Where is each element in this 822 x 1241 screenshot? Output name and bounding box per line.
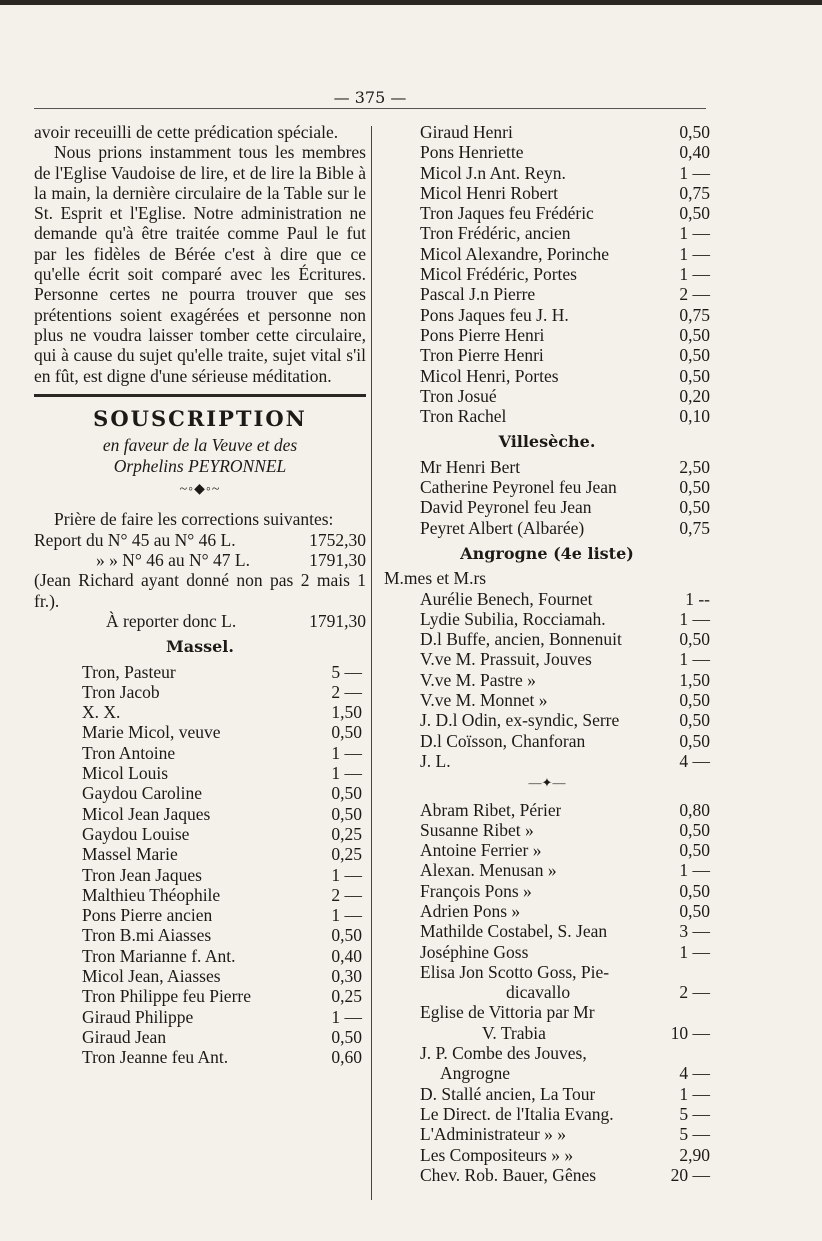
list-item <box>382 942 712 962</box>
donor-name: Pons Pierre Henri <box>420 324 545 345</box>
donor-amount: 1 — <box>679 243 710 264</box>
donor-name: Tron Frédéric, ancien <box>420 223 571 244</box>
list-item <box>34 763 366 783</box>
ornament-divider-small: —✦— <box>528 775 566 791</box>
report-line <box>34 550 366 570</box>
list-item <box>382 477 712 497</box>
donor-amount: 4 — <box>679 1063 710 1084</box>
donor-amount: 0,50 <box>679 629 710 650</box>
header-rule <box>34 108 706 109</box>
donor-name: Micol Jean, Aiasses <box>82 965 221 986</box>
additional-donors-list <box>382 800 712 1186</box>
angrogne-list <box>382 589 712 772</box>
donor-name: Tron Jacob <box>82 681 160 702</box>
donor-amount: 1 — <box>679 264 710 285</box>
donor-name: Tron B.mi Aiasses <box>82 925 212 946</box>
list-item <box>382 589 712 609</box>
list-item <box>34 743 366 763</box>
massel-list-continued <box>382 122 712 426</box>
list-item <box>382 609 712 629</box>
list-item <box>382 142 712 162</box>
donor-name-continued: V. Trabia <box>482 1022 546 1043</box>
donor-amount: 2,50 <box>679 456 710 477</box>
donor-amount: 0,50 <box>679 365 710 386</box>
correction-note <box>34 570 366 611</box>
list-item <box>34 682 366 702</box>
donor-amount: 5 — <box>679 1103 710 1124</box>
page-top-edge <box>0 0 822 5</box>
report-amount: 1752,30 <box>309 529 366 550</box>
donor-name: Micol Frédéric, Portes <box>420 264 577 285</box>
donor-amount: 1 — <box>331 905 362 926</box>
list-item <box>34 966 366 986</box>
donor-name: Catherine Peyronel feu Jean <box>420 477 617 498</box>
list-item <box>382 1063 712 1083</box>
donor-name: François Pons » <box>420 880 532 901</box>
donor-name: Malthieu Théophile <box>82 884 221 905</box>
donor-amount: 0,50 <box>679 477 710 498</box>
donor-amount: 1 — <box>679 649 710 670</box>
donor-amount: 2 — <box>331 681 362 702</box>
donor-amount: 0,75 <box>679 304 710 325</box>
donor-amount: 0,40 <box>679 142 710 163</box>
donor-amount: 1 — <box>679 860 710 881</box>
list-item <box>382 264 712 284</box>
donor-amount: 1 — <box>679 1083 710 1104</box>
list-item <box>382 518 712 538</box>
donor-name: Tron Philippe feu Pierre <box>82 986 251 1007</box>
donor-name: Tron Josué <box>420 385 497 406</box>
donor-amount: 4 — <box>679 750 710 771</box>
list-item <box>382 649 712 669</box>
donor-amount: 0,60 <box>331 1047 362 1068</box>
donor-name: Tron Rachel <box>420 406 507 427</box>
list-item <box>382 244 712 264</box>
list-item <box>382 325 712 345</box>
donor-amount: 1 — <box>679 608 710 629</box>
donor-name: Chev. Rob. Bauer, Gênes <box>420 1164 597 1185</box>
list-item <box>382 457 712 477</box>
list-item <box>34 1007 366 1027</box>
corrections-intro <box>34 509 366 529</box>
donor-amount: 20 — <box>670 1164 710 1185</box>
ornament-divider: ~◦◆◦~ <box>179 482 221 498</box>
donor-name: Joséphine Goss <box>420 941 529 962</box>
donor-amount: 0,50 <box>679 497 710 518</box>
donor-amount: 0,50 <box>331 925 362 946</box>
list-item <box>34 722 366 742</box>
donor-amount: 3 — <box>679 921 710 942</box>
subscription-heading: SOUSCRIPTION <box>93 405 307 431</box>
donor-amount: 1 — <box>331 1006 362 1027</box>
list-item <box>382 860 712 880</box>
donor-name: J. P. Combe des Jouves, <box>420 1043 587 1064</box>
list-item <box>382 203 712 223</box>
donor-name: Pascal J.n Pierre <box>420 284 536 305</box>
donor-name: Elisa Jon Scotto Goss, Pie- <box>420 961 610 982</box>
donor-name: Pons Pierre ancien <box>82 905 213 926</box>
donor-name: Micol Louis <box>82 763 169 784</box>
donor-name: Eglise de Vittoria par Mr <box>420 1002 595 1023</box>
correction-note-text: (Jean Richard ayant donné non pas 2 mais 1 fr.). <box>34 570 366 611</box>
donor-amount: 1 — <box>331 864 362 885</box>
donor-name: D.l Buffe, ancien, Bonnenuit <box>420 629 622 650</box>
donor-amount: 0,25 <box>331 986 362 1007</box>
donor-name: Tron, Pasteur <box>82 661 176 682</box>
donor-name: Abram Ribet, Périer <box>420 799 562 820</box>
donor-amount: 2 — <box>331 884 362 905</box>
list-item <box>382 386 712 406</box>
donor-name: Les Compositeurs » » <box>420 1144 574 1165</box>
donor-amount: 0,50 <box>679 900 710 921</box>
donor-amount: 0,10 <box>679 406 710 427</box>
list-item <box>34 925 366 945</box>
donor-amount: 1 — <box>331 763 362 784</box>
subheading-line-2: Orphelins PEYRONNEL <box>113 456 287 477</box>
donor-name: Alexan. Menusan » <box>420 860 557 881</box>
list-item <box>382 751 712 771</box>
donor-name: X. X. <box>82 702 121 723</box>
list-item <box>382 921 712 941</box>
donor-amount: 0,50 <box>679 122 710 142</box>
donor-amount: 10 — <box>670 1022 710 1043</box>
intro-paragraph-1: avoir receuilli de cette prédication spéciale. <box>34 122 339 142</box>
list-item <box>382 881 712 901</box>
list-item <box>34 662 366 682</box>
donor-name-continued: Angrogne <box>440 1063 510 1084</box>
donor-name: V.ve M. Pastre » <box>420 669 536 690</box>
list-item <box>382 183 712 203</box>
list-item <box>382 820 712 840</box>
donor-amount: 5 — <box>331 661 362 682</box>
donor-name: Gaydou Louise <box>82 823 190 844</box>
subscription-subheading <box>34 435 366 477</box>
subheading-line-1: en faveur de la Veuve et des <box>102 435 298 456</box>
angrogne-salutation: M.mes et M.rs <box>384 568 487 589</box>
donor-amount: 0,80 <box>679 799 710 820</box>
donor-amount: 2 — <box>679 982 710 1003</box>
corrections-intro-text: Prière de faire les corrections suivantes: <box>54 509 334 530</box>
donor-amount: 2,90 <box>679 1144 710 1165</box>
donor-name-continued: dicavallo <box>506 982 571 1003</box>
list-item <box>382 1023 712 1043</box>
donor-amount: 1 — <box>679 223 710 244</box>
donor-amount-empty <box>668 962 710 982</box>
list-item <box>34 702 366 722</box>
donor-amount: 1,50 <box>679 669 710 690</box>
donor-amount: 0,50 <box>679 819 710 840</box>
donor-amount: 0,25 <box>331 844 362 865</box>
carry-line <box>34 611 366 631</box>
report-amount: 1791,30 <box>309 550 366 571</box>
donor-name: Gaydou Caroline <box>82 783 203 804</box>
donor-amount: 0,50 <box>331 783 362 804</box>
donor-amount: 0,75 <box>679 517 710 538</box>
list-item <box>34 905 366 925</box>
donor-amount: 0,50 <box>331 803 362 824</box>
donor-name: David Peyronel feu Jean <box>420 497 592 518</box>
section-title-massel: Massel. <box>166 637 234 657</box>
donor-amount: 0,50 <box>331 722 362 743</box>
list-item <box>34 824 366 844</box>
donor-name: Tron Marianne f. Ant. <box>82 945 236 966</box>
section-title-angrogne: Angrogne (4e liste) <box>460 543 634 563</box>
donor-amount: 1 — <box>679 941 710 962</box>
donor-name: Peyret Albert (Albarée) <box>420 517 585 538</box>
donor-amount: 0,50 <box>679 324 710 345</box>
list-item <box>382 690 712 710</box>
page-number: — 375 — <box>333 88 407 107</box>
column-divider <box>371 126 372 1200</box>
donor-name: Mr Henri Bert <box>420 456 521 477</box>
donor-name: Micol Jean Jaques <box>82 803 211 824</box>
villeseche-list <box>382 457 712 538</box>
list-item <box>382 1104 712 1124</box>
donor-amount: 0,50 <box>679 203 710 224</box>
intro-paragraph-2: Nous prions instamment tous les membres de l'Eglise Vaudoise de lire, et de lire la Bible à la main, la dernière circulaire de la Table sur le St. Esprit et l'Eglise. Notre administration ne demande qu'à être traitée comme Paul le fut par les fidèles de Bérée c'est à dire que ce qu'elle écrit soit comparé avec les Écritures. Personne certes ne pourra trouver que ses prétentions soient exagérées et personne non plus ne voudra laisser tomber cette circulaire, qui à cause du sujet qu'elle traite, sujet vital s'il en fût, est digne d'une sérieuse méditation. <box>34 142 366 386</box>
list-item <box>382 731 712 751</box>
list-item <box>382 163 712 183</box>
donor-name: Tron Jean Jaques <box>82 864 202 885</box>
donor-name: Marie Micol, veuve <box>82 722 221 743</box>
donor-name: Giraud Jean <box>82 1026 167 1047</box>
report-line <box>34 530 366 550</box>
donor-name: Mathilde Costabel, S. Jean <box>420 921 608 942</box>
list-item <box>382 305 712 325</box>
list-item <box>382 1043 712 1063</box>
list-item <box>34 1047 366 1067</box>
donor-amount: 0,50 <box>679 710 710 731</box>
carry-label: À reporter donc L. <box>106 610 237 631</box>
donor-amount: 1,50 <box>331 702 362 723</box>
donor-amount: 0,50 <box>679 345 710 366</box>
donor-name: Tron Pierre Henri <box>420 345 544 366</box>
donor-name: Giraud Philippe <box>82 1006 194 1027</box>
donor-name: L'Administrateur » » <box>420 1124 567 1145</box>
donor-name: Aurélie Benech, Fournet <box>420 588 593 609</box>
donor-name: D.l Coïsson, Chanforan <box>420 730 586 751</box>
donor-amount: 1 — <box>679 162 710 183</box>
list-item <box>382 406 712 426</box>
donor-amount: 0,30 <box>331 965 362 986</box>
donor-name: Giraud Henri <box>420 122 513 142</box>
list-item <box>382 962 712 982</box>
list-item <box>382 223 712 243</box>
donor-name: Antoine Ferrier » <box>420 840 542 861</box>
list-item <box>34 844 366 864</box>
list-item <box>382 284 712 304</box>
donor-name: Adrien Pons » <box>420 900 521 921</box>
section-separator <box>34 394 366 397</box>
list-item <box>382 1084 712 1104</box>
massel-list <box>34 662 366 1068</box>
list-item <box>382 840 712 860</box>
donor-name: Pons Jaques feu J. H. <box>420 304 569 325</box>
donor-amount: 0,50 <box>679 880 710 901</box>
list-item <box>34 783 366 803</box>
donor-name: Le Direct. de l'Italia Evang. <box>420 1103 614 1124</box>
donor-name: Micol Alexandre, Porinche <box>420 243 610 264</box>
intro-text <box>34 122 366 386</box>
list-item <box>34 865 366 885</box>
donor-name: V.ve M. Prassuit, Jouves <box>420 649 592 670</box>
donor-amount: 0,40 <box>331 945 362 966</box>
donor-amount: 1 -- <box>685 588 710 609</box>
donor-name: J. L. <box>420 750 451 771</box>
list-item <box>382 1002 712 1022</box>
donor-amount-empty <box>668 1002 710 1022</box>
donor-name: Tron Jaques feu Frédéric <box>420 203 594 224</box>
list-item <box>34 804 366 824</box>
left-column <box>34 122 366 1067</box>
list-item <box>382 982 712 1002</box>
donor-name: Micol J.n Ant. Reyn. <box>420 162 566 183</box>
list-item <box>34 885 366 905</box>
donor-amount: 0,50 <box>679 730 710 751</box>
list-item <box>382 1124 712 1144</box>
list-item <box>34 946 366 966</box>
list-item <box>382 1165 712 1185</box>
list-item <box>382 366 712 386</box>
donor-name: Susanne Ribet » <box>420 819 534 840</box>
list-item <box>382 629 712 649</box>
donor-name: Pons Henriette <box>420 142 524 163</box>
section-title-villeseche: Villesèche. <box>498 432 596 452</box>
donor-name: Massel Marie <box>82 844 178 865</box>
list-item <box>34 986 366 1006</box>
donor-amount: 1 — <box>331 742 362 763</box>
list-item <box>382 497 712 517</box>
donor-name: Lydie Subilia, Rocciamah. <box>420 608 606 629</box>
donor-amount: 0,75 <box>679 182 710 203</box>
list-item <box>382 670 712 690</box>
donor-name: D. Stallé ancien, La Tour <box>420 1083 596 1104</box>
donor-amount: 0,50 <box>331 1026 362 1047</box>
report-label: » » N° 46 au N° 47 L. <box>96 550 250 571</box>
donor-name: V.ve M. Monnet » <box>420 690 548 711</box>
list-item <box>382 800 712 820</box>
report-label: Report du N° 45 au N° 46 L. <box>34 529 236 550</box>
donor-amount: 0,50 <box>679 690 710 711</box>
donor-amount: 0,50 <box>679 840 710 861</box>
donor-amount-empty <box>668 1043 710 1063</box>
donor-name: J. D.l Odin, ex-syndic, Serre <box>420 710 620 731</box>
donor-name: Tron Jeanne feu Ant. <box>82 1047 229 1068</box>
donor-name: Tron Antoine <box>82 742 176 763</box>
list-item <box>382 1145 712 1165</box>
donor-amount: 2 — <box>679 284 710 305</box>
list-item <box>34 1027 366 1047</box>
donor-amount: 0,20 <box>679 385 710 406</box>
donor-name: Micol Henri, Portes <box>420 365 559 386</box>
right-column <box>382 122 712 1185</box>
list-item <box>382 901 712 921</box>
donor-name: Micol Henri Robert <box>420 182 559 203</box>
donor-amount: 0,25 <box>331 823 362 844</box>
list-item <box>382 122 712 142</box>
list-item <box>382 710 712 730</box>
carry-amount: 1791,30 <box>309 610 366 631</box>
list-item <box>382 345 712 365</box>
donor-amount: 5 — <box>679 1124 710 1145</box>
